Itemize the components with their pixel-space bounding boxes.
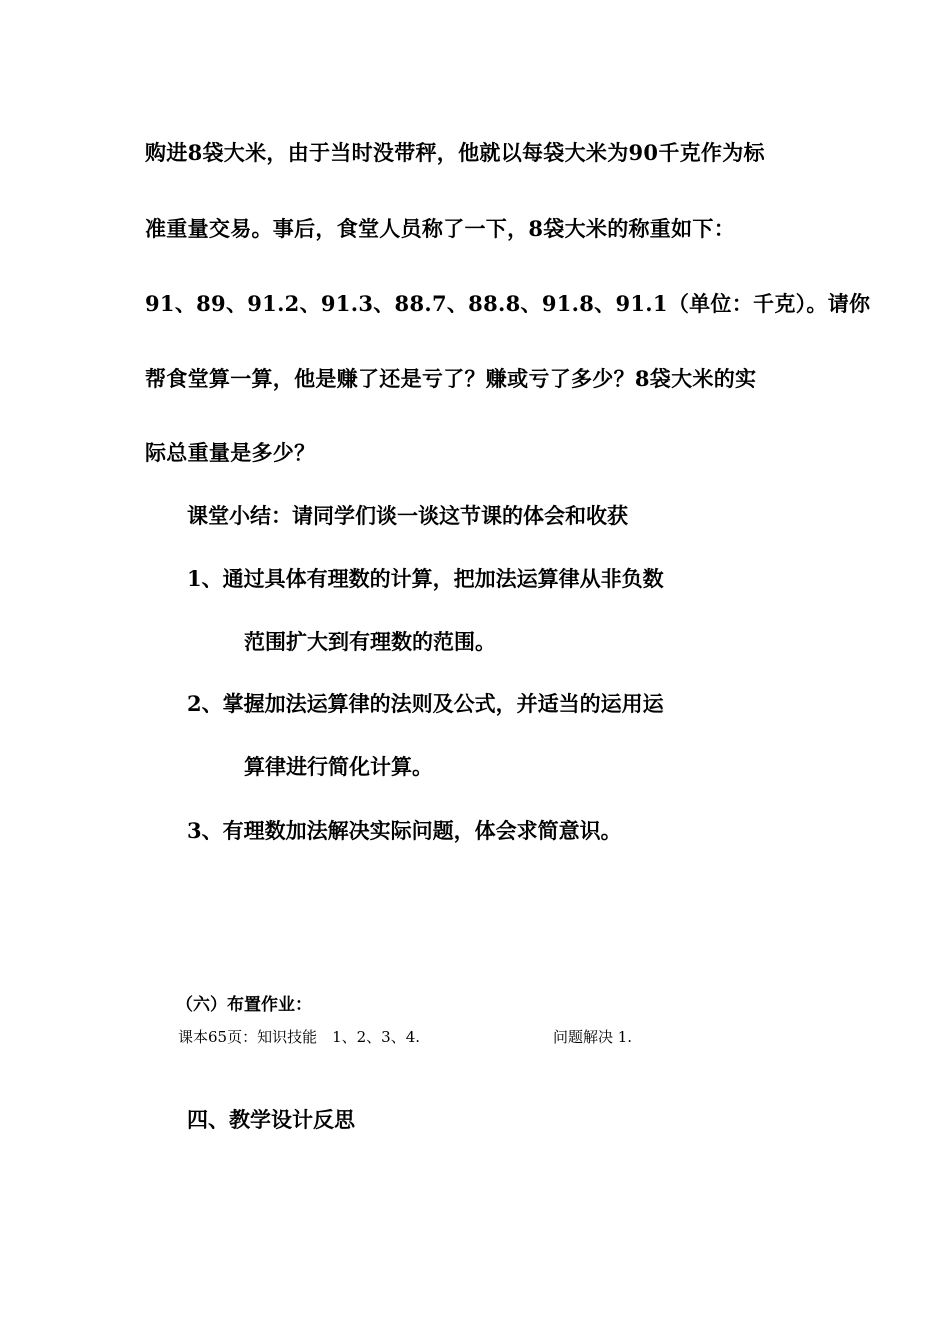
summary-point-2-line-2: 算律进行简化计算。 xyxy=(244,754,433,779)
paragraph-line-3: 91、89、91.2、91.3、88.7、88.8、91.8、91.1（单位：千克）。请你 xyxy=(145,291,871,316)
homework-problem: 问题解决 1. xyxy=(553,1028,633,1046)
paragraph-line-5: 际总重量是多少？ xyxy=(145,440,316,465)
summary-point-1-line-1: 1、通过具体有理数的计算，把加法运算律从非负数 xyxy=(187,566,664,591)
paragraph-line-1: 购进8袋大米，由于当时没带秤，他就以每袋大米为90千克作为标 xyxy=(145,140,765,165)
paragraph-line-4: 帮食堂算一算，他是赚了还是亏了？赚或亏了多少？8袋大米的实 xyxy=(145,366,757,391)
section-four-title: 四、教学设计反思 xyxy=(187,1107,355,1132)
summary-heading: 课堂小结：请同学们谈一谈这节课的体会和收获 xyxy=(187,503,628,528)
summary-point-1-line-2: 范围扩大到有理数的范围。 xyxy=(244,629,496,654)
homework-heading: （六）布置作业： xyxy=(176,995,312,1015)
summary-point-2-line-1: 2、掌握加法运算律的法则及公式，并适当的运用运 xyxy=(187,691,664,716)
paragraph-line-2: 准重量交易。事后，食堂人员称了一下，8袋大米的称重如下： xyxy=(145,216,736,241)
homework-textbook: 课本65页：知识技能 1、2、3、4. xyxy=(178,1028,421,1046)
summary-point-3: 3、有理数加法解决实际问题，体会求简意识。 xyxy=(187,818,622,843)
